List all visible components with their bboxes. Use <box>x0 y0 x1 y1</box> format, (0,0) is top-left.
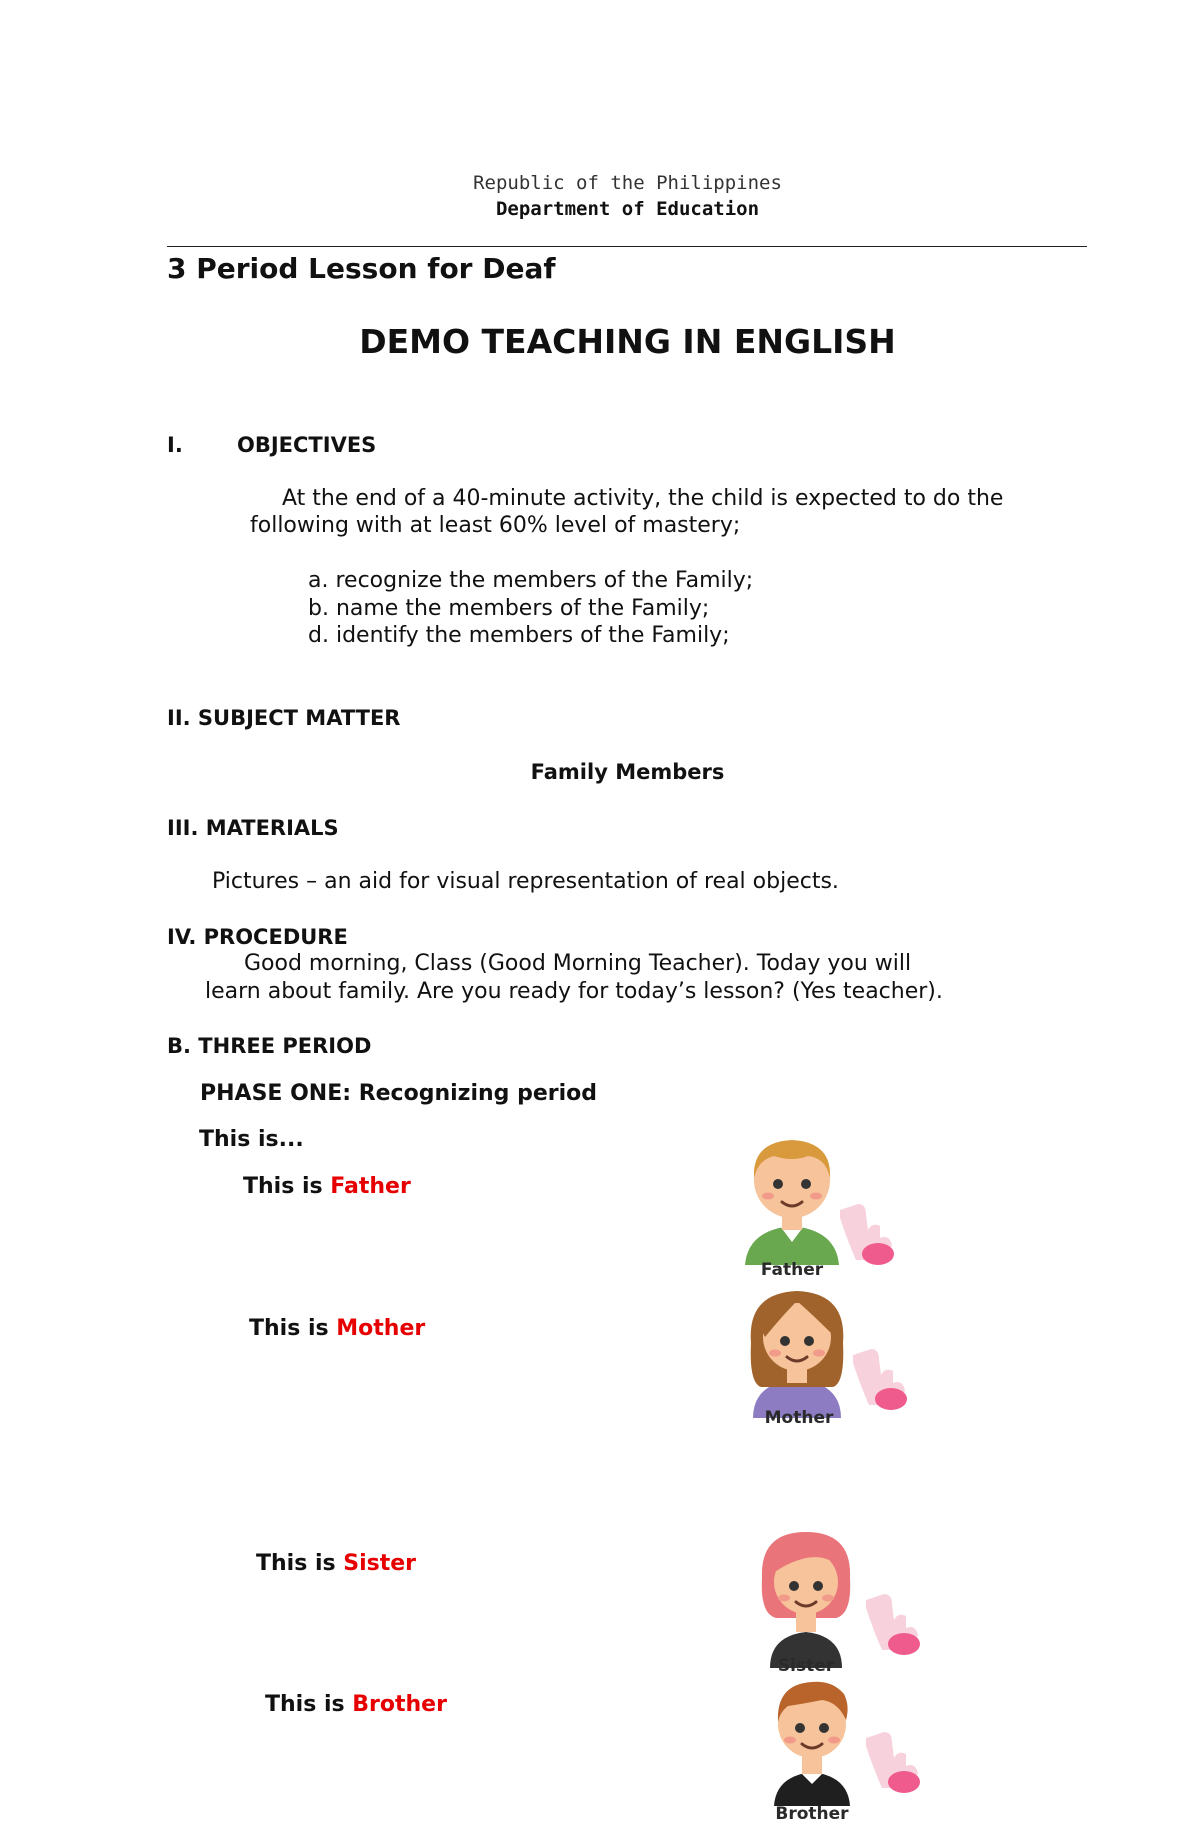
sister-highlight: Sister <box>343 1551 417 1576</box>
department-header: Department of Education <box>495 198 760 220</box>
father-highlight: Father <box>330 1174 411 1199</box>
this-is-prompt: This is... <box>199 1127 304 1152</box>
lesson-title: 3 Period Lesson for Deaf <box>167 252 556 285</box>
procedure-line2: learn about family. Are you ready for today’s lesson? (Yes teacher). <box>205 979 943 1004</box>
brother-highlight: Brother <box>352 1692 447 1717</box>
materials-text: Pictures – an aid for visual representation of real objects. <box>212 869 839 894</box>
subject-matter-topic: Family Members <box>530 760 725 784</box>
republic-header: Republic of the Philippines <box>473 172 782 194</box>
father-illustration <box>740 1130 910 1290</box>
this-is-brother: This is Brother <box>265 1692 447 1717</box>
objectives-heading: OBJECTIVES <box>237 433 377 457</box>
objective-item-a: a. recognize the members of the Family; <box>308 568 754 593</box>
this-is-sister: This is Sister <box>256 1551 417 1576</box>
sister-illustration <box>756 1528 926 1693</box>
materials-heading: III. MATERIALS <box>167 816 339 840</box>
this-is-father: This is Father <box>243 1174 411 1199</box>
objective-item-d: d. identify the members of the Family; <box>308 623 730 648</box>
father-caption: Father <box>760 1260 824 1280</box>
mother-avatar-icon <box>743 1283 913 1418</box>
subject-matter-heading: II. SUBJECT MATTER <box>167 706 401 730</box>
mother-caption: Mother <box>764 1408 834 1428</box>
brother-illustration <box>766 1676 936 1831</box>
header-divider <box>167 246 1087 247</box>
procedure-heading: IV. PROCEDURE <box>167 925 348 949</box>
procedure-line1: Good morning, Class (Good Morning Teacher). Today you will <box>244 951 912 976</box>
objective-item-b: b. name the members of the Family; <box>308 596 710 621</box>
this-is-mother: This is Mother <box>249 1316 426 1341</box>
objectives-numeral: I. <box>167 433 183 457</box>
main-title: DEMO TEACHING IN ENGLISH <box>359 322 896 361</box>
sister-avatar-icon <box>756 1528 926 1668</box>
brother-avatar-icon <box>766 1676 936 1806</box>
mother-illustration <box>743 1283 913 1443</box>
brother-caption: Brother <box>775 1804 849 1824</box>
father-avatar-icon <box>740 1130 910 1265</box>
three-period-heading: B. THREE PERIOD <box>167 1034 372 1058</box>
phase-one-heading: PHASE ONE: Recognizing period <box>200 1081 597 1106</box>
objectives-intro-line2: following with at least 60% level of mastery; <box>250 513 741 538</box>
mother-highlight: Mother <box>336 1316 426 1341</box>
objectives-intro-line1: At the end of a 40-minute activity, the child is expected to do the <box>282 486 1004 511</box>
sister-caption: Sister <box>777 1656 835 1676</box>
